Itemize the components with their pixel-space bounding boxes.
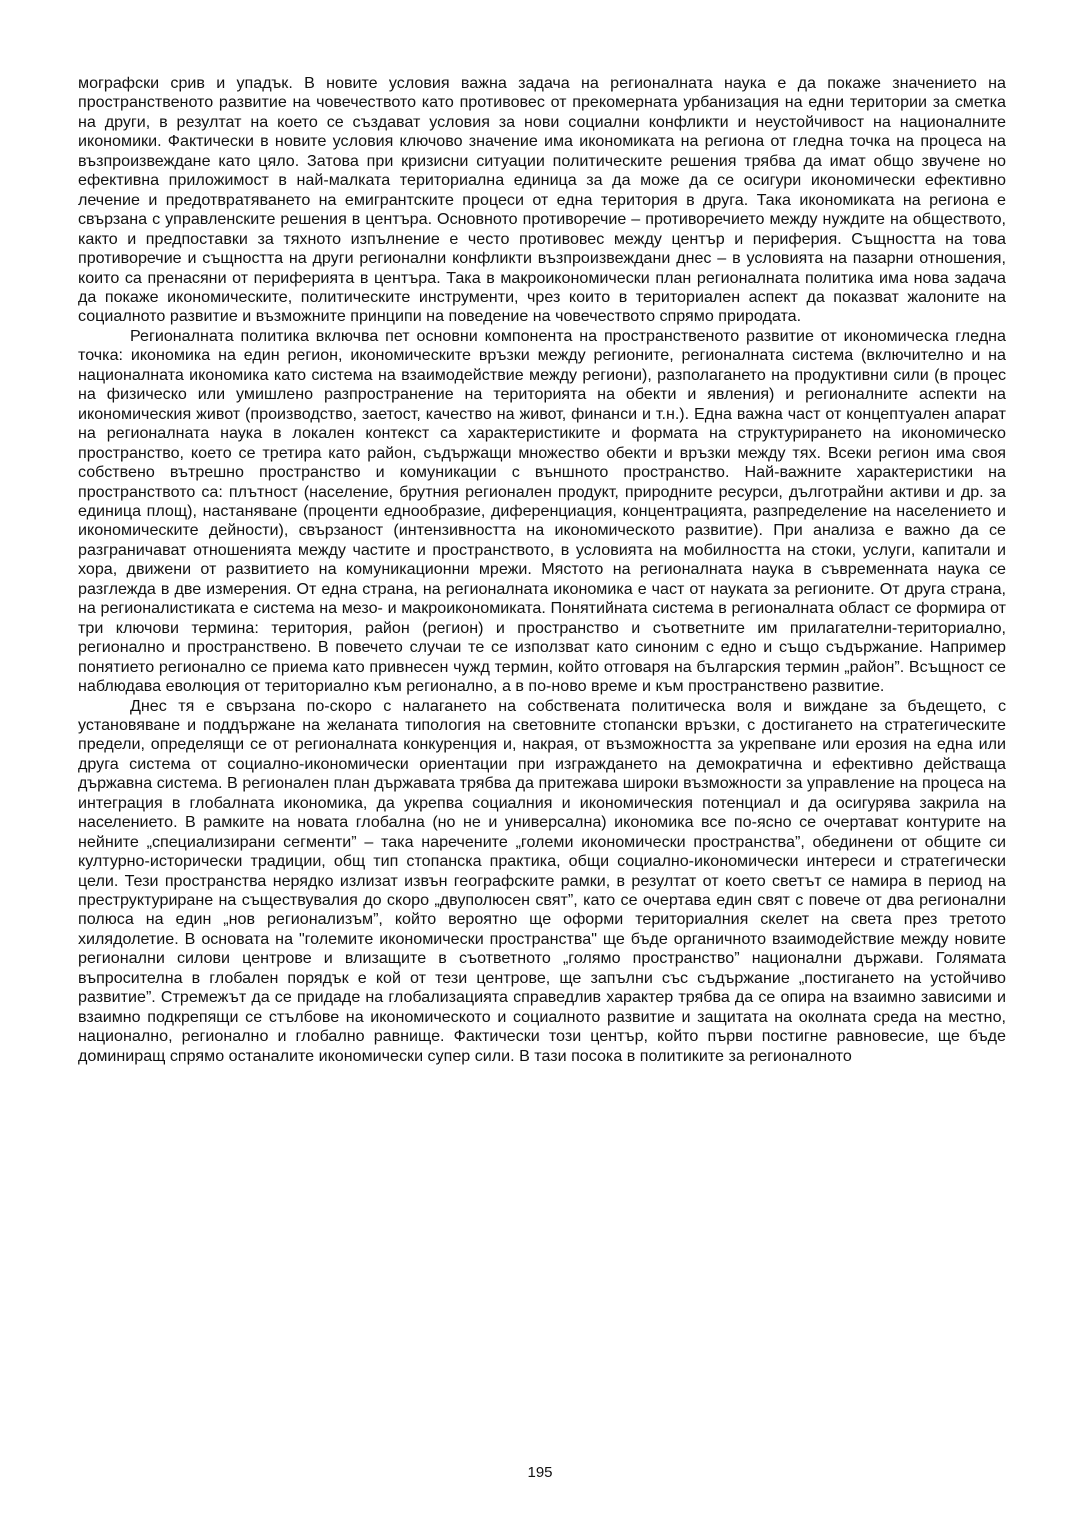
page-number: 195 <box>527 1464 553 1481</box>
page-body <box>78 74 1006 1066</box>
paragraph-3: Днес тя е свързана по-скоро с налагането на собствената политическа воля и виждане за бъдещето, с установяване и поддържане на желаната типология на световните стопански връзки, с достигането на стратегическите предели, определящи се от регионалната конкуренция и, накрая, от възможността за укрепване или ерозия на една или друга система от социално-икономически ориентации при изграждането на демократична и ефективно действаща държавна система. В регионален план държавата трябва да притежава широки възможности за управление на процеса на интеграция в глобалната икономика, да укрепва социалния и икономическия потенциал и да осигурява закрила на населението. В рамките на новата глобална (но не и универсална) икономика все по-ясно се очертават контурите на нейните „специализирани сегменти” – така наречените „големи икономически пространства”, обединени от общите си културно-исторически традиции, общ тип стопанска практика, общи социално-икономически интереси и стратегически цели. Тези пространства нерядко излизат извън географските рамки, в резултат от което светът се намира в период на преструктуриране на съществувалия до скоро „двуполюсен свят”, като се очертава един свят с повече от два регионални полюса на един „нов регионализъм”, който вероятно ще оформи териториалния скелет на света през третото хилядолетие. В основата на "големите икономически пространства" ще бъде органичното взаимодействие между новите регионални силови центрове и влизащите в съответното „голямо пространство” национални държави. Голямата въпросителна в глобален порядък е кой от тези центрове, ще запълни със съдържание „постигането на устойчиво развитие”. Стремежът да се придаде на глобализацията справедлив характер трябва да се опира на взаимно зависими и взаимно подкрепящи се стълбове на икономическото и социалното развитие и защитата на околната среда на местно, национално, регионално и глобално равнище. Фактически този център, който първи постигне равновесие, ще бъде доминиращ спрямо останалите икономически супер сили. В тази посока в политиките за регионалното <box>78 696 1006 1065</box>
paragraph-1: мографски срив и упадък. В новите условия важна задача на регионалната наука е да покаже значението на пространственото развитие на човечеството като противовес от прекомерната урбанизация на едни територии за сметка на други, в резултат на което се създават условия за нови социални конфликти и неустойчивост на националните икономики. Фактически в новите условия ключово значение има икономиката на региона от гледна точка на процеса на възпроизвеждане като цяло. Затова при кризисни ситуации политическите решения трябва да имат общо звучене но ефективна приложимост в най-малката териториална единица за да може да се осигури икономически ефективно лечение и предотвратяването на емигрантските процеси от една територия в друга. Така икономиката на региона е свързана с управленските решения в центъра. Основното противоречие – противоречието между нуждите на обществото, както и предпоставки за тяхното изпълнение е често противовес между център и периферия. Същността на това противоречие и същността на други регионални конфликти възпроизвеждани днес – в условията на пазарни отношения, които са пренасяни от периферията в центъра. Така в макроикономически план регионалната политика има нова задача да покаже икономическите, политическите инструменти, чрез които в териториален аспект да показват жалоните на социалното развитие и възможните принципи на поведение на човечеството спрямо природата. <box>78 74 1006 326</box>
paragraph-2: Регионалната политика включва пет основни компонента на пространственото развитие от икономическа гледна точка: икономика на един регион, икономическите връзки между регионите, регионалната система (включително и на националната икономика като система на взаимодействие между региони), разполагането на продуктивни сили (в процес на физическо или умишлено разпространение на територията на обекти и явления) и регионалните аспекти на икономическия живот (производство, заетост, качество на живот, финанси и т.н.). Една важна част от концептуален апарат на регионалната наука в локален контекст са характеристиките и формата на структурирането на икономическо пространство, което се третира като район, съдържащи множество обекти и връзки между тях. Всеки регион има своя собствено вътрешно пространство и комуникации с външното пространство. Най-важните характеристики на пространството са: плътност (население, брутния регионален продукт, природните ресурси, дълготрайни активи и др. за единица площ), настаняване (проценти еднообразие, диференциация, концентрацията, разпределение на населението и икономическите дейности), свързаност (интензивността на икономическото развитие). При анализа е важно да се разграничават отношенията между частите и пространството, в условията на мобилността на стоки, услуги, капитали и хора, движени от развитието на комуникационни мрежи. Мястото на регионалната наука в съвременната наука се разглежда в две измерения. От една страна, на регионалната икономика е част от науката за регионите. От друга страна, на регионалистиката е система на мезо- и макроикономиката. Понятийната система в регионалната област се формира от три ключови термина: територия, район (регион) и пространство и съответните им прилагателни-териториално, регионално и пространствено. В повечето случаи те се използват като синоним с едно и също съдържание. Например понятието регионално се приема като привнесен чужд термин, който отговаря на българския термин „район”. Всъщност се наблюдава еволюция от териториално към регионално, а в по-ново време и към пространствено развитие. <box>78 326 1006 696</box>
